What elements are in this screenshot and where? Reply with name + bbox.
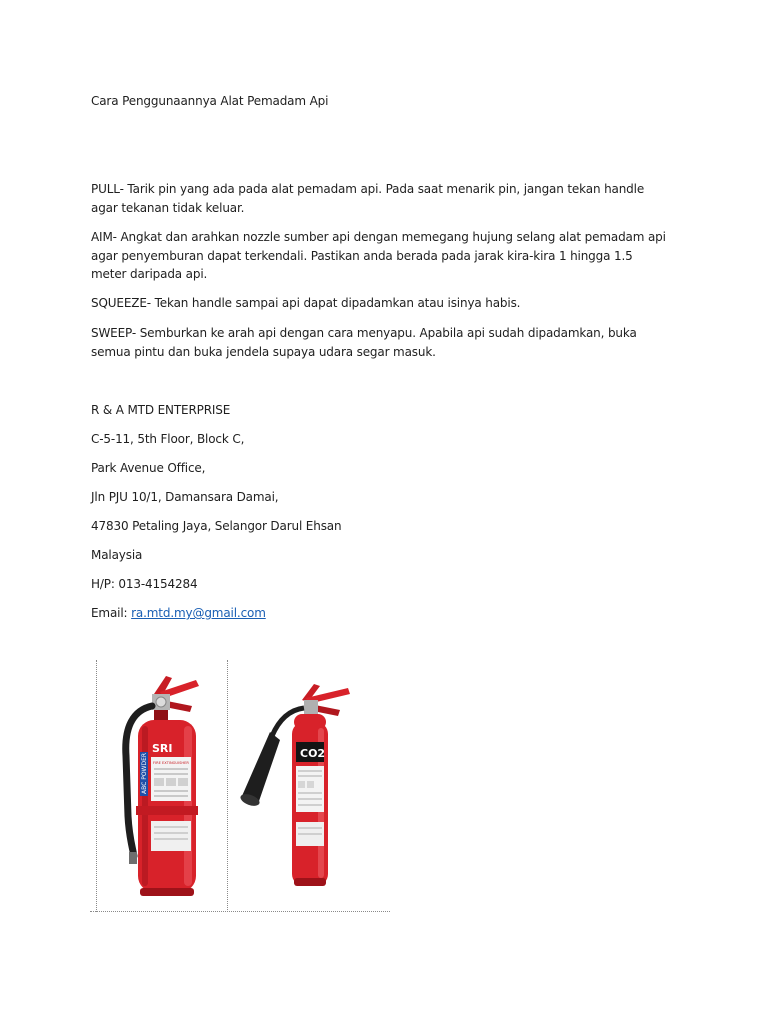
image-border-bottom: [90, 911, 390, 912]
address-line-4: 47830 Petaling Jaya, Selangor Darul Ehsan: [91, 519, 342, 533]
co2-extinguisher-image: [236, 674, 376, 894]
body-label: FIRE EXTINGUISHER: [153, 761, 189, 765]
email-label: Email:: [91, 606, 132, 620]
email-line: [91, 604, 266, 623]
step-squeeze: SQUEEZE- Tekan handle sampai api dapat dipadamkan atau isinya habis.: [91, 296, 521, 310]
step-aim: AIM- Angkat dan arahkan nozzle sumber api dengan memegang hujung selang alat pemadam api agar penyemburan dapat terkendali. Pastikan anda berada pada jarak kira-kira 1 hingga 1.5 meter daripada api.: [91, 230, 666, 281]
address-line-1: C-5-11, 5th Floor, Block C,: [91, 432, 245, 446]
brand-label: SRI: [152, 742, 173, 755]
side-label: ABC POWDER: [141, 752, 148, 794]
country: Malaysia: [91, 548, 143, 562]
co2-label: CO2: [300, 747, 326, 760]
company-name: R & A MTD ENTERPRISE: [91, 403, 231, 417]
address-line-3: Jln PJU 10/1, Damansara Damai,: [91, 490, 279, 504]
image-border-left: [96, 660, 97, 912]
step-sweep: SWEEP- Semburkan ke arah api dengan cara menyapu. Apabila api sudah dipadamkan, buka semua pintu dan buka jendela supaya udara segar masuk.: [91, 326, 637, 359]
powder-extinguisher-image: [104, 666, 224, 911]
email-link[interactable]: ra.mtd.my@gmail.com: [131, 606, 266, 620]
phone: H/P: 013-4154284: [91, 577, 198, 591]
address-line-2: Park Avenue Office,: [91, 461, 206, 475]
document-title: Cara Penggunaannya Alat Pemadam Api: [91, 94, 329, 108]
extinguisher-images: [90, 660, 392, 912]
step-pull: PULL- Tarik pin yang ada pada alat pemadam api. Pada saat menarik pin, jangan tekan handle agar tekanan tidak keluar.: [91, 182, 645, 215]
image-divider: [227, 660, 228, 912]
